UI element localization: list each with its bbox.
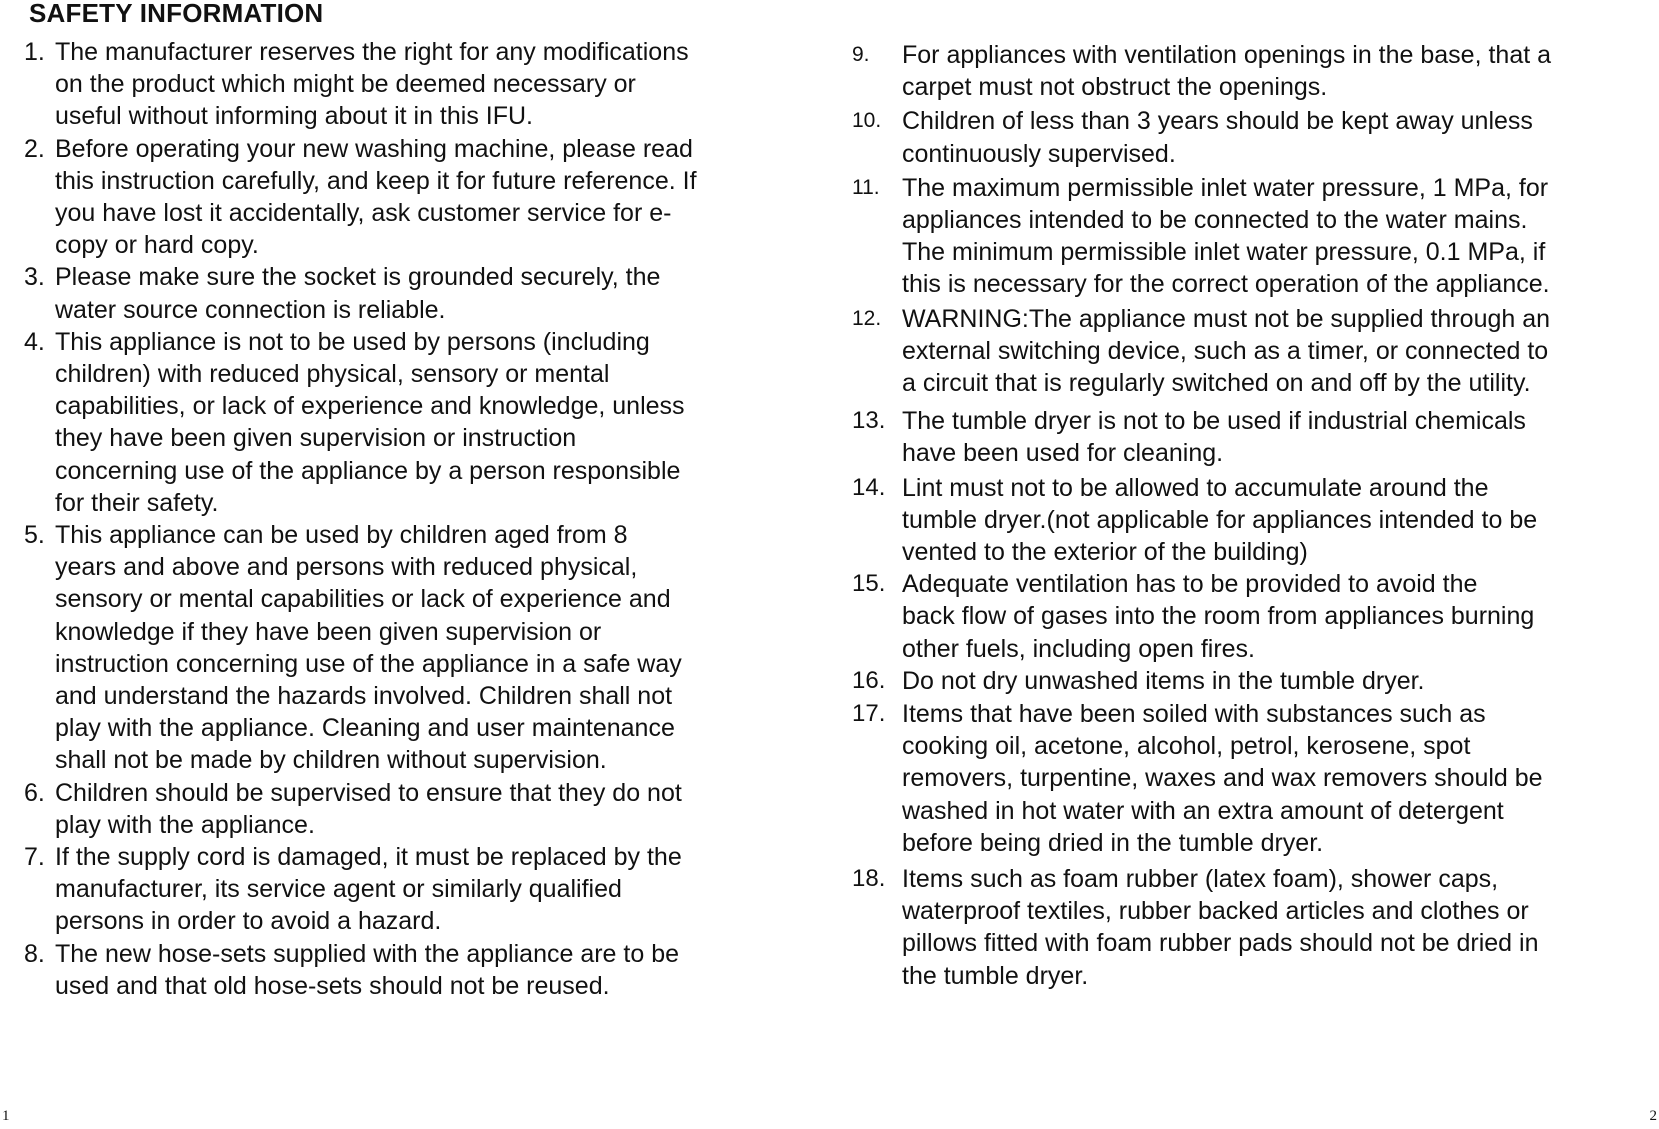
item-text-line: have been used for cleaning. [902, 439, 1224, 468]
item-number: 16. [852, 666, 886, 694]
item-text-line: tumble dryer.(not applicable for appliances intended to be [902, 505, 1538, 534]
item-text-line: waterproof textiles, rubber backed articles and clothes or [902, 897, 1529, 926]
item-text-line: washed in hot water with an extra amount of detergent [902, 796, 1504, 825]
item-text-line: pillows fitted with foam rubber pads should not be dried in [902, 929, 1539, 958]
item-number: 3. [24, 263, 45, 292]
item-text-line: The tumble dryer is not to be used if industrial chemicals [902, 407, 1526, 436]
item-text-line: other fuels, including open fires. [902, 634, 1255, 663]
list-item [24, 519, 784, 777]
item-text-line: used and that old hose-sets should not be reused. [55, 971, 610, 1000]
item-text-line: Please make sure the socket is grounded securely, the [55, 263, 661, 292]
item-text-line: back flow of gases into the room from appliances burning [902, 602, 1535, 631]
item-text-line: vented to the exterior of the building) [902, 538, 1308, 567]
item-number: 10. [852, 109, 882, 133]
item-text-line: sensory or mental capabilities or lack of experience and [55, 585, 671, 614]
item-text-line: they have been given supervision or instruction [55, 424, 577, 453]
item-number: 1. [24, 38, 45, 66]
item-text-line: this instruction carefully, and keep it for future reference. If [55, 166, 697, 195]
item-text-line: you have lost it accidentally, ask customer service for e- [55, 199, 672, 228]
item-text-line: Children of less than 3 years should be kept away unless [902, 107, 1533, 136]
item-text-line: the tumble dryer. [902, 961, 1089, 990]
item-text-line: before being dried in the tumble dryer. [902, 828, 1324, 857]
page-title: SAFETY INFORMATION [29, 0, 324, 28]
page-number-left: 1 [2, 1108, 10, 1124]
item-text-line: This appliance can be used by children aged from 8 [55, 521, 628, 550]
list-item [24, 938, 784, 1002]
item-text-line: Items such as foam rubber (latex foam), shower caps, [902, 865, 1499, 894]
list-item [852, 568, 1652, 665]
item-text-line: on the product which might be deemed necessary or [55, 70, 636, 99]
item-text-line: This appliance is not to be used by persons (including [55, 327, 650, 356]
item-text-line: play with the appliance. Cleaning and user maintenance [55, 714, 675, 743]
list-item [852, 39, 1652, 103]
item-text-line: The new hose-sets supplied with the appliance are to be [55, 939, 679, 968]
list-item [24, 777, 784, 841]
item-text-line: For appliances with ventilation openings in the base, that a [902, 41, 1552, 69]
item-text-line: for their safety. [55, 488, 219, 517]
item-text-line: and understand the hazards involved. Children shall not [55, 682, 673, 711]
item-number: 4. [24, 327, 45, 356]
item-text-line: appliances intended to be connected to the water mains. [902, 206, 1528, 235]
item-text-line: children) with reduced physical, sensory or mental [55, 360, 610, 389]
item-text-line: capabilities, or lack of experience and knowledge, unless [55, 392, 685, 421]
list-item [852, 472, 1652, 569]
item-text-line: removers, turpentine, waxes and wax removers should be [902, 764, 1543, 793]
item-number: 13. [852, 407, 886, 435]
list-item [24, 36, 784, 133]
list-item [852, 405, 1652, 469]
item-number: 8. [24, 939, 45, 968]
item-text-line: knowledge if they have been given supervision or [55, 617, 602, 646]
item-text-line: carpet must not obstruct the openings. [902, 73, 1328, 102]
item-text-line: Children should be supervised to ensure that they do not [55, 778, 682, 807]
item-number: 5. [24, 521, 45, 550]
list-item [852, 698, 1652, 859]
list-item [24, 841, 784, 938]
item-number: 11. [852, 175, 880, 199]
item-text-line: years and above and persons with reduced physical, [55, 553, 638, 582]
item-text-line: this is necessary for the correct operation of the appliance. [902, 270, 1550, 299]
item-text-line: Lint must not to be allowed to accumulate around the [902, 473, 1489, 502]
item-text-line: Before operating your new washing machine, please read [55, 134, 693, 163]
item-text-line: manufacturer, its service agent or similarly qualified [55, 875, 622, 904]
item-number: 6. [24, 778, 45, 807]
item-text-line: persons in order to avoid a hazard. [55, 907, 442, 936]
list-item [852, 303, 1652, 400]
item-text-line: The minimum permissible inlet water pressure, 0.1 MPa, if [902, 238, 1546, 267]
list-item [852, 863, 1652, 992]
item-text-line: continuously supervised. [902, 139, 1176, 168]
item-text-line: external switching device, such as a timer, or connected to [902, 336, 1549, 365]
item-text-line: useful without informing about it in this IFU. [55, 102, 534, 131]
list-item [24, 261, 784, 325]
item-number: 17. [852, 700, 886, 728]
item-text-line: instruction concerning use of the appliance in a safe way [55, 649, 682, 678]
item-text-line: cooking oil, acetone, alcohol, petrol, kerosene, spot [902, 732, 1471, 761]
list-item [24, 133, 784, 262]
item-text-line: play with the appliance. [55, 810, 315, 839]
item-number: 9. [852, 43, 870, 66]
item-number: 2. [24, 134, 45, 163]
item-text-line: WARNING:The appliance must not be supplied through an [902, 304, 1551, 333]
list-item [852, 172, 1652, 301]
item-number: 12. [852, 306, 882, 330]
list-item [24, 326, 784, 519]
right-column [852, 39, 1652, 992]
left-column [24, 36, 784, 1002]
item-text-line: Adequate ventilation has to be provided to avoid the [902, 570, 1478, 599]
item-number: 14. [852, 473, 886, 501]
item-text-line: shall not be made by children without supervision. [55, 746, 607, 775]
item-text-line: a circuit that is regularly switched on and off by the utility. [902, 369, 1531, 398]
list-item [852, 105, 1652, 169]
item-text-line: Do not dry unwashed items in the tumble dryer. [902, 666, 1425, 695]
page-number-right: 2 [1649, 1108, 1657, 1124]
item-text-line: The maximum permissible inlet water pressure, 1 MPa, for [902, 173, 1549, 202]
item-text-line: If the supply cord is damaged, it must be replaced by the [55, 843, 682, 872]
item-text-line: water source connection is reliable. [55, 295, 446, 324]
list-item [852, 665, 1652, 697]
item-number: 15. [852, 570, 886, 598]
item-number: 18. [852, 865, 886, 893]
item-number: 7. [24, 843, 45, 872]
item-text-line: Items that have been soiled with substances such as [902, 700, 1486, 729]
item-text-line: concerning use of the appliance by a person responsible [55, 456, 681, 485]
item-text-line: copy or hard copy. [55, 231, 259, 260]
item-text-line: The manufacturer reserves the right for any modifications [55, 38, 689, 66]
